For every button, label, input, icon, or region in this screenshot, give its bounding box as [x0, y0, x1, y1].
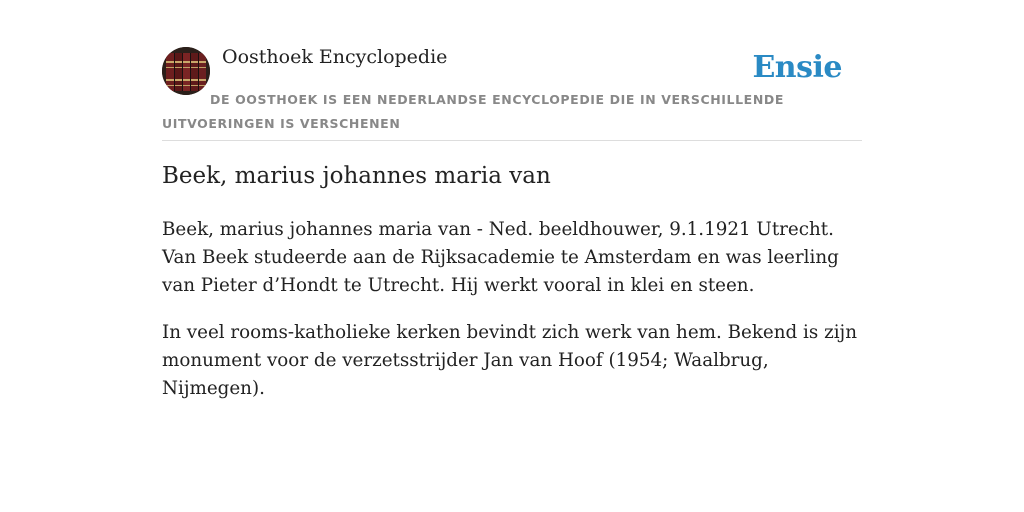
article-paragraph: In veel rooms-katholieke kerken bevindt zich werk van hem. Bekend is zijn monument voor de verzetsstrijder Jan van Hoof (1954; Waalbrug, Nijmegen). — [162, 322, 857, 399]
article-body — [162, 216, 862, 422]
brand-logo[interactable]: Ensie — [752, 50, 842, 85]
page — [162, 0, 862, 399]
site-tagline: DE OOSTHOEK IS EEN NEDERLANDSE ENCYCLOPEDIE DIE IN VERSCHILLENDE UITVOERINGEN IS VERSCHENEN — [162, 92, 784, 131]
site-title[interactable]: Oosthoek Encyclopedie — [222, 46, 448, 68]
article-title: Beek, marius johannes maria van — [162, 163, 551, 189]
article-paragraph: Beek, marius johannes maria van - Ned. beeldhouwer, 9.1.1921 Utrecht. Van Beek studeerde aan de Rijksacademie te Amsterdam en was leerling van Pieter d’Hondt te Utrecht. Hij werkt vooral in klei en steen. — [162, 219, 839, 296]
site-header — [162, 0, 862, 141]
